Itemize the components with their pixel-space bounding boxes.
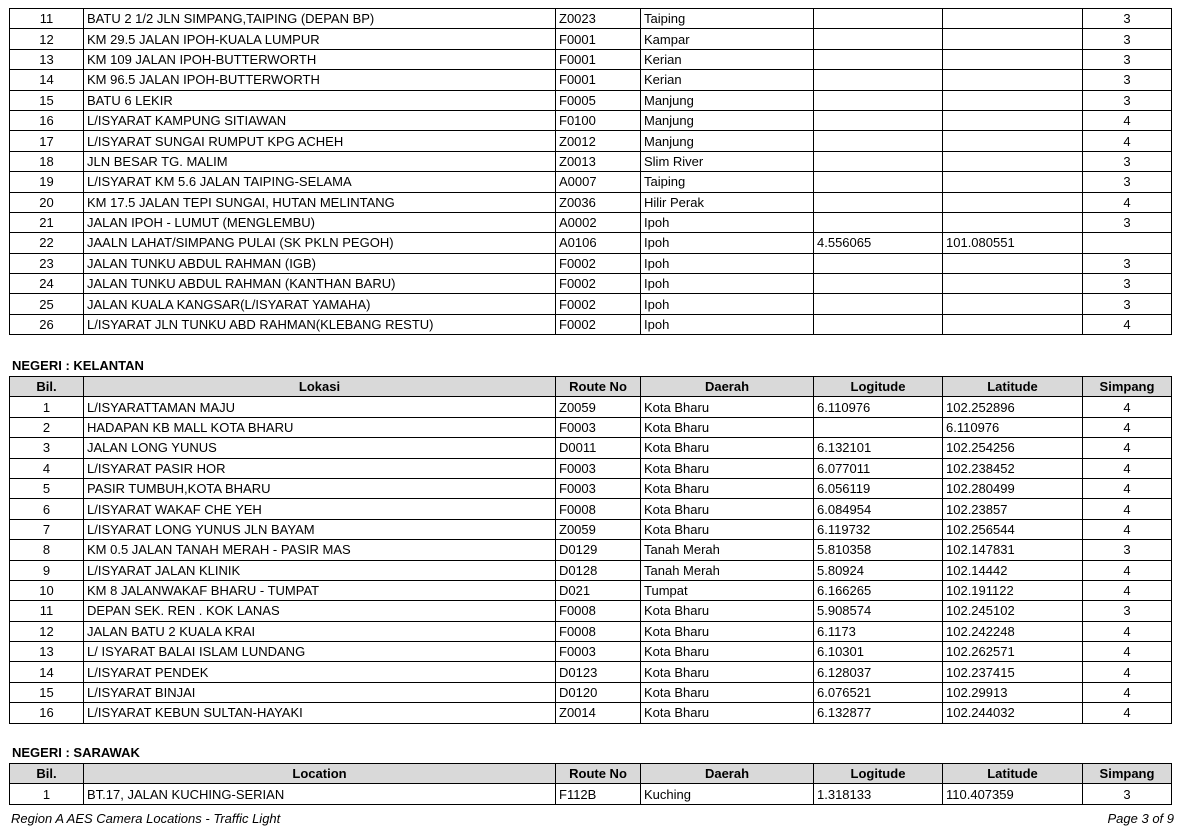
cell-latitude: 102.147831 [943, 540, 1083, 560]
table-row [10, 172, 1172, 192]
cell-lokasi: JALAN LONG YUNUS [84, 438, 556, 458]
cell-latitude [943, 90, 1083, 110]
header-lokasi: Lokasi [84, 377, 556, 397]
cell-simpang: 4 [1083, 397, 1172, 417]
cell-logitude: 1.318133 [814, 784, 943, 804]
cell-lokasi: L/ISYARAT JLN TUNKU ABD RAHMAN(KLEBANG RESTU) [84, 314, 556, 334]
cell-simpang: 4 [1083, 110, 1172, 130]
cell-route-no: D0123 [556, 662, 641, 682]
cell-lokasi: L/ISYARAT KEBUN SULTAN-HAYAKI [84, 703, 556, 723]
cell-bil: 15 [10, 682, 84, 702]
cell-route-no: Z0023 [556, 9, 641, 29]
cell-bil: 6 [10, 499, 84, 519]
sarawak-table-header [10, 764, 1172, 784]
cell-route-no: D0129 [556, 540, 641, 560]
cell-daerah: Taiping [641, 172, 814, 192]
cell-latitude [943, 172, 1083, 192]
cell-lokasi: L/ISYARAT PASIR HOR [84, 458, 556, 478]
cell-daerah: Ipoh [641, 212, 814, 232]
cell-route-no: F0002 [556, 253, 641, 273]
cell-simpang: 3 [1083, 274, 1172, 294]
sarawak-table-body [10, 784, 1172, 804]
cell-bil: 15 [10, 90, 84, 110]
cell-latitude: 101.080551 [943, 233, 1083, 253]
cell-latitude [943, 70, 1083, 90]
cell-simpang: 4 [1083, 703, 1172, 723]
cell-lokasi: JALAN IPOH - LUMUT (MENGLEMBU) [84, 212, 556, 232]
table-row [10, 621, 1172, 641]
cell-latitude: 102.256544 [943, 519, 1083, 539]
cell-lokasi: L/ISYARATTAMAN MAJU [84, 397, 556, 417]
cell-lokasi: L/ISYARAT JALAN KLINIK [84, 560, 556, 580]
header-logitude: Logitude [814, 764, 943, 784]
cell-latitude: 6.110976 [943, 417, 1083, 437]
cell-route-no: Z0059 [556, 519, 641, 539]
cell-latitude: 102.191122 [943, 580, 1083, 600]
cell-simpang: 4 [1083, 580, 1172, 600]
cell-bil: 26 [10, 314, 84, 334]
table-row [10, 151, 1172, 171]
cell-logitude: 6.119732 [814, 519, 943, 539]
cell-latitude: 110.407359 [943, 784, 1083, 804]
cell-simpang: 3 [1083, 294, 1172, 314]
cell-bil: 16 [10, 110, 84, 130]
cell-simpang: 3 [1083, 9, 1172, 29]
cell-logitude [814, 253, 943, 273]
cell-daerah: Kerian [641, 49, 814, 69]
cell-route-no: Z0059 [556, 397, 641, 417]
cell-logitude [814, 151, 943, 171]
table-row [10, 642, 1172, 662]
cell-lokasi: BT.17, JALAN KUCHING-SERIAN [84, 784, 556, 804]
kelantan-table-header [10, 377, 1172, 397]
header-route-no: Route No [556, 764, 641, 784]
table-row [10, 682, 1172, 702]
table-row [10, 192, 1172, 212]
footer-document-title: Region A AES Camera Locations - Traffic Light [11, 811, 281, 826]
cell-route-no: F112B [556, 784, 641, 804]
header-bil: Bil. [10, 764, 84, 784]
cell-logitude: 5.810358 [814, 540, 943, 560]
cell-daerah: Kampar [641, 29, 814, 49]
cell-lokasi: JALAN TUNKU ABDUL RAHMAN (IGB) [84, 253, 556, 273]
cell-route-no: F0001 [556, 29, 641, 49]
table-row [10, 9, 1172, 29]
cell-simpang: 4 [1083, 519, 1172, 539]
cell-simpang: 4 [1083, 192, 1172, 212]
header-logitude: Logitude [814, 377, 943, 397]
cell-bil: 4 [10, 458, 84, 478]
header-row [10, 764, 1172, 784]
kelantan-table [9, 376, 1172, 724]
cell-lokasi: L/ISYARAT LONG YUNUS JLN BAYAM [84, 519, 556, 539]
cell-bil: 24 [10, 274, 84, 294]
cell-latitude [943, 29, 1083, 49]
cell-simpang: 3 [1083, 253, 1172, 273]
cell-bil: 11 [10, 9, 84, 29]
cell-simpang: 4 [1083, 499, 1172, 519]
cell-bil: 11 [10, 601, 84, 621]
cell-bil: 13 [10, 49, 84, 69]
cell-bil: 7 [10, 519, 84, 539]
cell-logitude: 5.908574 [814, 601, 943, 621]
cell-route-no: F0002 [556, 274, 641, 294]
cell-daerah: Kota Bharu [641, 519, 814, 539]
table-row [10, 314, 1172, 334]
cell-bil: 8 [10, 540, 84, 560]
cell-bil: 16 [10, 703, 84, 723]
cell-route-no: Z0012 [556, 131, 641, 151]
cell-simpang: 4 [1083, 438, 1172, 458]
cell-logitude: 6.132877 [814, 703, 943, 723]
cell-route-no: F0002 [556, 294, 641, 314]
cell-latitude [943, 274, 1083, 294]
table-row [10, 70, 1172, 90]
cell-simpang: 3 [1083, 784, 1172, 804]
cell-latitude: 102.23857 [943, 499, 1083, 519]
cell-simpang: 3 [1083, 601, 1172, 621]
cell-lokasi: JALAN KUALA KANGSAR(L/ISYARAT YAMAHA) [84, 294, 556, 314]
cell-lokasi: PASIR TUMBUH,KOTA BHARU [84, 478, 556, 498]
cell-logitude [814, 192, 943, 212]
cell-simpang: 4 [1083, 642, 1172, 662]
table-row [10, 294, 1172, 314]
sarawak-table [9, 763, 1172, 805]
cell-latitude: 102.238452 [943, 458, 1083, 478]
cell-lokasi: L/ISYARAT KAMPUNG SITIAWAN [84, 110, 556, 130]
cell-simpang: 4 [1083, 662, 1172, 682]
cell-route-no: F0100 [556, 110, 641, 130]
cell-latitude: 102.242248 [943, 621, 1083, 641]
kelantan-table-body [10, 397, 1172, 723]
cell-logitude [814, 131, 943, 151]
cell-bil: 9 [10, 560, 84, 580]
cell-simpang: 4 [1083, 131, 1172, 151]
cell-simpang: 3 [1083, 29, 1172, 49]
table-row [10, 233, 1172, 253]
cell-route-no: F0008 [556, 499, 641, 519]
table-row [10, 438, 1172, 458]
cell-latitude: 102.237415 [943, 662, 1083, 682]
cell-daerah: Kota Bharu [641, 417, 814, 437]
cell-latitude [943, 294, 1083, 314]
cell-simpang: 4 [1083, 560, 1172, 580]
cell-bil: 3 [10, 438, 84, 458]
cell-bil: 25 [10, 294, 84, 314]
cell-bil: 18 [10, 151, 84, 171]
cell-simpang: 3 [1083, 49, 1172, 69]
cell-logitude: 6.128037 [814, 662, 943, 682]
cell-daerah: Kota Bharu [641, 438, 814, 458]
perak-table-body [10, 9, 1172, 335]
header-bil: Bil. [10, 377, 84, 397]
cell-bil: 21 [10, 212, 84, 232]
table-row [10, 784, 1172, 804]
cell-lokasi: BATU 6 LEKIR [84, 90, 556, 110]
cell-simpang: 4 [1083, 621, 1172, 641]
cell-daerah: Taiping [641, 9, 814, 29]
cell-logitude [814, 417, 943, 437]
cell-bil: 1 [10, 784, 84, 804]
table-row [10, 519, 1172, 539]
cell-simpang: 3 [1083, 172, 1172, 192]
cell-logitude [814, 172, 943, 192]
cell-route-no: F0003 [556, 417, 641, 437]
cell-logitude: 6.110976 [814, 397, 943, 417]
cell-simpang: 4 [1083, 458, 1172, 478]
kelantan-section-title: NEGERI : KELANTAN [12, 358, 144, 373]
header-latitude: Latitude [943, 764, 1083, 784]
cell-latitude: 102.254256 [943, 438, 1083, 458]
cell-bil: 1 [10, 397, 84, 417]
header-simpang: Simpang [1083, 377, 1172, 397]
cell-route-no: F0003 [556, 642, 641, 662]
cell-latitude: 102.14442 [943, 560, 1083, 580]
table-row [10, 29, 1172, 49]
cell-logitude [814, 294, 943, 314]
perak-table [9, 8, 1172, 335]
cell-lokasi: L/ISYARAT PENDEK [84, 662, 556, 682]
table-row [10, 560, 1172, 580]
cell-latitude [943, 314, 1083, 334]
cell-simpang: 3 [1083, 151, 1172, 171]
cell-bil: 19 [10, 172, 84, 192]
cell-daerah: Kuching [641, 784, 814, 804]
cell-daerah: Kota Bharu [641, 458, 814, 478]
cell-bil: 22 [10, 233, 84, 253]
cell-logitude [814, 70, 943, 90]
cell-route-no: F0003 [556, 478, 641, 498]
cell-daerah: Ipoh [641, 314, 814, 334]
cell-logitude [814, 110, 943, 130]
header-location: Location [84, 764, 556, 784]
cell-bil: 12 [10, 29, 84, 49]
cell-logitude [814, 9, 943, 29]
cell-route-no: F0003 [556, 458, 641, 478]
cell-bil: 14 [10, 70, 84, 90]
sarawak-section-title: NEGERI : SARAWAK [12, 745, 140, 760]
cell-latitude: 102.29913 [943, 682, 1083, 702]
cell-logitude [814, 90, 943, 110]
cell-bil: 2 [10, 417, 84, 437]
cell-logitude: 6.132101 [814, 438, 943, 458]
cell-bil: 13 [10, 642, 84, 662]
header-simpang: Simpang [1083, 764, 1172, 784]
cell-route-no: A0106 [556, 233, 641, 253]
cell-lokasi: KM 8 JALANWAKAF BHARU - TUMPAT [84, 580, 556, 600]
cell-logitude: 6.10301 [814, 642, 943, 662]
cell-latitude: 102.262571 [943, 642, 1083, 662]
cell-logitude [814, 212, 943, 232]
header-daerah: Daerah [641, 377, 814, 397]
cell-logitude [814, 314, 943, 334]
header-row [10, 377, 1172, 397]
cell-route-no: Z0036 [556, 192, 641, 212]
cell-latitude: 102.245102 [943, 601, 1083, 621]
cell-latitude: 102.280499 [943, 478, 1083, 498]
cell-latitude [943, 253, 1083, 273]
cell-bil: 14 [10, 662, 84, 682]
cell-daerah: Kota Bharu [641, 682, 814, 702]
cell-lokasi: KM 29.5 JALAN IPOH-KUALA LUMPUR [84, 29, 556, 49]
cell-route-no: F0001 [556, 49, 641, 69]
cell-route-no: F0005 [556, 90, 641, 110]
cell-simpang: 4 [1083, 682, 1172, 702]
cell-bil: 20 [10, 192, 84, 212]
table-row [10, 397, 1172, 417]
cell-lokasi: BATU 2 1/2 JLN SIMPANG,TAIPING (DEPAN BP) [84, 9, 556, 29]
cell-latitude [943, 131, 1083, 151]
table-row [10, 274, 1172, 294]
cell-logitude [814, 29, 943, 49]
cell-lokasi: KM 17.5 JALAN TEPI SUNGAI, HUTAN MELINTANG [84, 192, 556, 212]
cell-latitude [943, 212, 1083, 232]
cell-route-no: D0011 [556, 438, 641, 458]
cell-lokasi: L/ISYARAT WAKAF CHE YEH [84, 499, 556, 519]
cell-route-no: D0120 [556, 682, 641, 702]
cell-daerah: Tanah Merah [641, 540, 814, 560]
cell-logitude: 6.1173 [814, 621, 943, 641]
table-row [10, 110, 1172, 130]
cell-latitude [943, 110, 1083, 130]
cell-daerah: Ipoh [641, 233, 814, 253]
table-row [10, 253, 1172, 273]
cell-lokasi: JAALN LAHAT/SIMPANG PULAI (SK PKLN PEGOH) [84, 233, 556, 253]
cell-latitude: 102.244032 [943, 703, 1083, 723]
cell-lokasi: JLN BESAR TG. MALIM [84, 151, 556, 171]
cell-daerah: Kota Bharu [641, 662, 814, 682]
cell-daerah: Kota Bharu [641, 642, 814, 662]
cell-simpang: 3 [1083, 70, 1172, 90]
cell-logitude: 6.166265 [814, 580, 943, 600]
cell-daerah: Kota Bharu [641, 499, 814, 519]
cell-daerah: Hilir Perak [641, 192, 814, 212]
cell-daerah: Tanah Merah [641, 560, 814, 580]
header-route-no: Route No [556, 377, 641, 397]
table-row [10, 458, 1172, 478]
cell-daerah: Ipoh [641, 274, 814, 294]
cell-simpang: 4 [1083, 417, 1172, 437]
cell-daerah: Kota Bharu [641, 397, 814, 417]
cell-lokasi: HADAPAN KB MALL KOTA BHARU [84, 417, 556, 437]
cell-simpang: 3 [1083, 90, 1172, 110]
cell-logitude: 6.077011 [814, 458, 943, 478]
table-row [10, 601, 1172, 621]
cell-daerah: Kota Bharu [641, 601, 814, 621]
cell-logitude: 6.084954 [814, 499, 943, 519]
cell-simpang [1083, 233, 1172, 253]
table-row [10, 212, 1172, 232]
cell-route-no: F0008 [556, 621, 641, 641]
cell-lokasi: JALAN TUNKU ABDUL RAHMAN (KANTHAN BARU) [84, 274, 556, 294]
table-row [10, 703, 1172, 723]
header-daerah: Daerah [641, 764, 814, 784]
cell-daerah: Kota Bharu [641, 478, 814, 498]
table-row [10, 540, 1172, 560]
cell-route-no: A0007 [556, 172, 641, 192]
table-row [10, 499, 1172, 519]
cell-latitude [943, 49, 1083, 69]
cell-lokasi: L/ISYARAT KM 5.6 JALAN TAIPING-SELAMA [84, 172, 556, 192]
cell-latitude [943, 151, 1083, 171]
header-latitude: Latitude [943, 377, 1083, 397]
cell-logitude: 4.556065 [814, 233, 943, 253]
cell-route-no: D021 [556, 580, 641, 600]
table-row [10, 90, 1172, 110]
cell-lokasi: L/ISYARAT BINJAI [84, 682, 556, 702]
cell-lokasi: KM 0.5 JALAN TANAH MERAH - PASIR MAS [84, 540, 556, 560]
cell-simpang: 3 [1083, 540, 1172, 560]
footer-page-number: Page 3 of 9 [1107, 811, 1174, 826]
cell-route-no: D0128 [556, 560, 641, 580]
cell-latitude: 102.252896 [943, 397, 1083, 417]
cell-bil: 10 [10, 580, 84, 600]
cell-latitude [943, 9, 1083, 29]
cell-latitude [943, 192, 1083, 212]
cell-simpang: 4 [1083, 314, 1172, 334]
cell-daerah: Kota Bharu [641, 703, 814, 723]
cell-bil: 23 [10, 253, 84, 273]
cell-route-no: Z0014 [556, 703, 641, 723]
cell-daerah: Manjung [641, 110, 814, 130]
cell-simpang: 3 [1083, 212, 1172, 232]
cell-daerah: Manjung [641, 90, 814, 110]
table-row [10, 131, 1172, 151]
cell-route-no: A0002 [556, 212, 641, 232]
table-row [10, 49, 1172, 69]
cell-logitude: 5.80924 [814, 560, 943, 580]
cell-lokasi: JALAN BATU 2 KUALA KRAI [84, 621, 556, 641]
cell-lokasi: KM 109 JALAN IPOH-BUTTERWORTH [84, 49, 556, 69]
cell-daerah: Ipoh [641, 253, 814, 273]
table-row [10, 417, 1172, 437]
cell-lokasi: L/ISYARAT SUNGAI RUMPUT KPG ACHEH [84, 131, 556, 151]
table-row [10, 662, 1172, 682]
cell-daerah: Manjung [641, 131, 814, 151]
cell-daerah: Tumpat [641, 580, 814, 600]
cell-daerah: Kota Bharu [641, 621, 814, 641]
cell-logitude [814, 49, 943, 69]
cell-lokasi: DEPAN SEK. REN . KOK LANAS [84, 601, 556, 621]
cell-route-no: Z0013 [556, 151, 641, 171]
cell-daerah: Slim River [641, 151, 814, 171]
cell-lokasi: L/ ISYARAT BALAI ISLAM LUNDANG [84, 642, 556, 662]
table-row [10, 580, 1172, 600]
table-row [10, 478, 1172, 498]
cell-bil: 17 [10, 131, 84, 151]
cell-daerah: Kerian [641, 70, 814, 90]
cell-simpang: 4 [1083, 478, 1172, 498]
cell-logitude [814, 274, 943, 294]
cell-bil: 5 [10, 478, 84, 498]
cell-bil: 12 [10, 621, 84, 641]
cell-daerah: Ipoh [641, 294, 814, 314]
cell-route-no: F0002 [556, 314, 641, 334]
cell-route-no: F0008 [556, 601, 641, 621]
cell-route-no: F0001 [556, 70, 641, 90]
cell-logitude: 6.056119 [814, 478, 943, 498]
cell-logitude: 6.076521 [814, 682, 943, 702]
cell-lokasi: KM 96.5 JALAN IPOH-BUTTERWORTH [84, 70, 556, 90]
